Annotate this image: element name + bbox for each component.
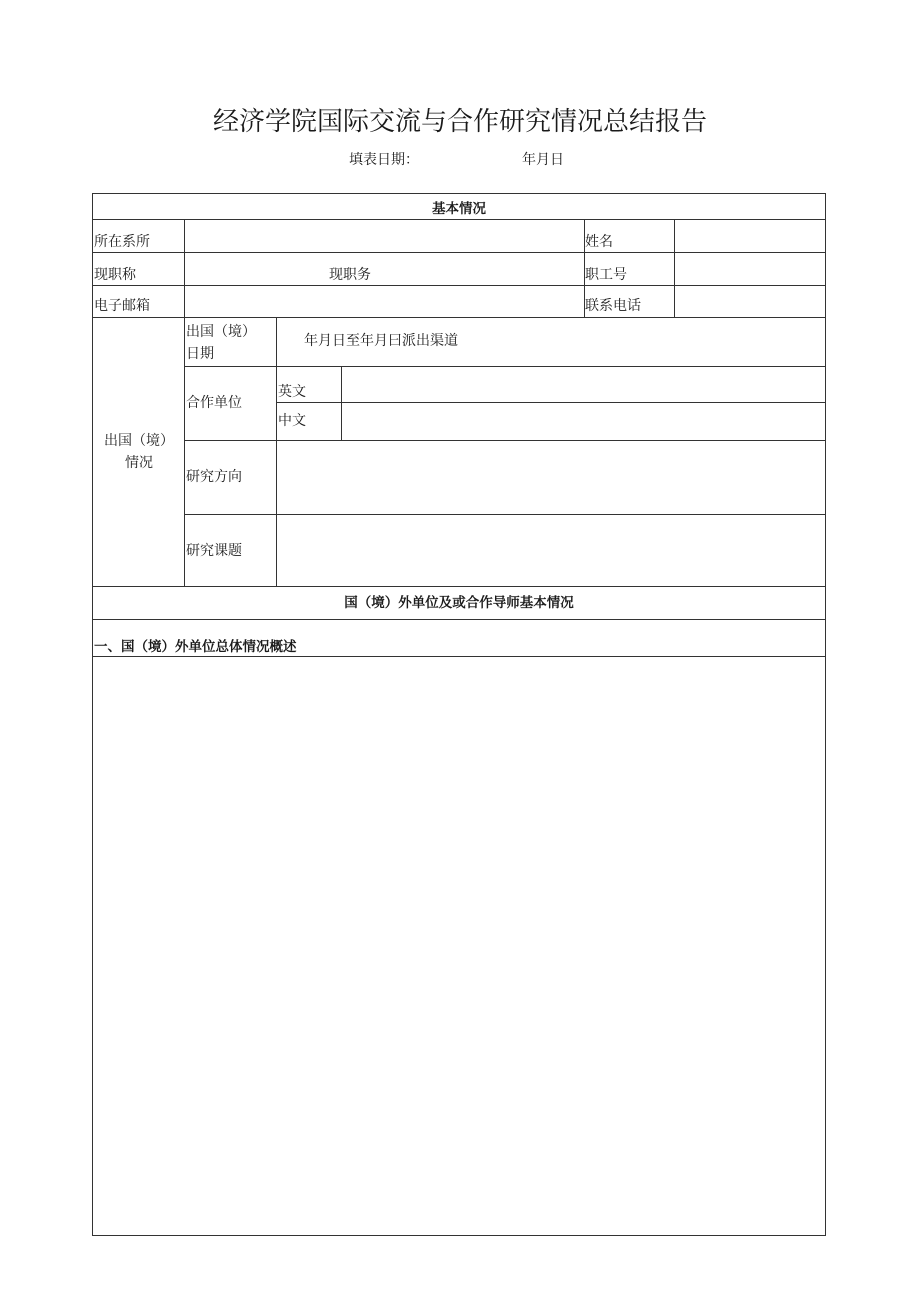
fill-date-value[interactable]: 年月日: [522, 152, 564, 168]
fill-date-row: [0, 149, 920, 169]
page-title: 经济学院国际交流与合作研究情况总结报告: [212, 107, 707, 137]
abroad-date-field[interactable]: 年月日至年月曰派出渠道: [304, 333, 458, 349]
foreign-overview-field[interactable]: [94, 657, 824, 1234]
basic-info-header: 基本情况: [432, 201, 486, 217]
foreign-overview-label: 一、国（境）外单位总体情况概述: [94, 639, 297, 655]
department-label: 所在系所: [94, 234, 150, 250]
title-label: 现职称: [94, 267, 136, 283]
partner-label: 合作单位: [186, 395, 242, 411]
research-direction-label: 研究方向: [186, 469, 242, 485]
email-field[interactable]: [185, 286, 584, 317]
research-topic-field[interactable]: [277, 515, 825, 586]
email-label: 电子邮箱: [94, 298, 150, 314]
department-field[interactable]: [185, 220, 584, 252]
partner-english-field[interactable]: [342, 367, 825, 402]
report-form: [92, 193, 826, 1236]
name-field[interactable]: [675, 220, 825, 252]
partner-english-label: 英文: [278, 384, 306, 400]
abroad-section-label: 出国（境）情况: [104, 433, 174, 471]
partner-chinese-label: 中文: [278, 413, 306, 429]
partner-chinese-field[interactable]: [342, 403, 825, 440]
row-divider: [93, 586, 825, 587]
name-label: 姓名: [585, 234, 613, 250]
foreign-info-header: 国（境）外单位及或合作导师基本情况: [344, 595, 574, 611]
phone-label: 联系电话: [585, 298, 641, 314]
row-divider: [93, 619, 825, 620]
fill-date-label: 填表日期：: [349, 152, 419, 168]
abroad-date-label: 出国（境）日期: [186, 324, 256, 362]
position-label: 现职务: [329, 267, 371, 283]
staff-id-label: 职工号: [585, 267, 627, 283]
phone-field[interactable]: [675, 286, 825, 317]
research-topic-label: 研究课题: [186, 543, 242, 559]
research-direction-field[interactable]: [277, 441, 825, 514]
staff-id-field[interactable]: [675, 253, 825, 285]
row-divider: [93, 317, 825, 318]
col-divider: [184, 317, 185, 586]
